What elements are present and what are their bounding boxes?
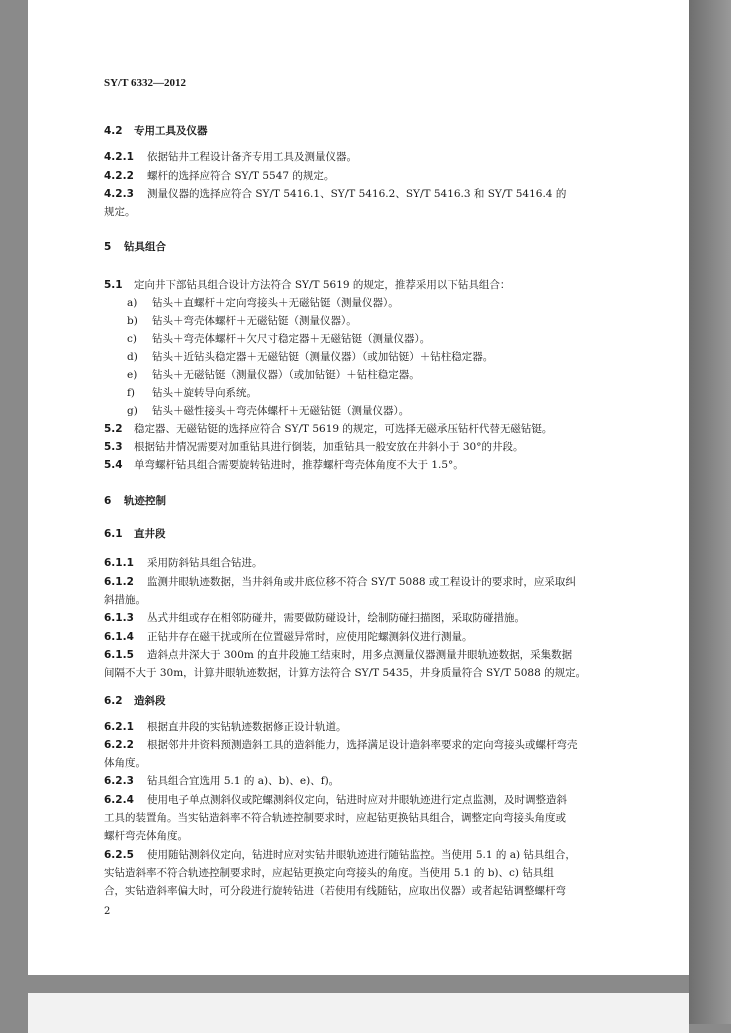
clause-text: 定向井下部钻具组合设计方法符合 SY/T 5619 的规定，推荐采用以下钻具组合： <box>134 279 511 291</box>
clause-6-2-3 <box>104 774 339 788</box>
clause-number: 6.2.1 <box>104 721 134 733</box>
heading-title: 钻具组合 <box>124 241 166 253</box>
heading-number: 6.1 <box>104 528 123 540</box>
page-number: 2 <box>104 906 111 917</box>
clause-6-2-5-cont: 合，实钻造斜率偏大时，可分段进行旋转钻进（若使用有线随钻，应取出仪器）或者起钻调整螺杆弯 <box>104 885 566 897</box>
clause-6-2-4-cont: 螺杆弯壳体角度。 <box>104 830 188 842</box>
clause-text: 依据钻井工程设计备齐专用工具及测量仪器。 <box>147 151 357 163</box>
clause-6-2-4 <box>104 793 567 807</box>
clause-text: 根据邻井井资料预测造斜工具的造斜能力，选择满足设计造斜率要求的定向弯接头或螺杆弯壳 <box>147 739 578 751</box>
heading-title: 轨迹控制 <box>124 495 166 507</box>
clause-number: 5.4 <box>104 459 123 471</box>
clause-text: 螺杆的选择应符合 SY/T 5547 的规定。 <box>147 170 335 182</box>
clause-text: 测量仪器的选择应符合 SY/T 5416.1、SY/T 5416.2、SY/T 5416.3 和 SY/T 5416.4 的 <box>147 188 567 200</box>
clause-6-1-3 <box>104 611 525 625</box>
clause-number: 6.1.4 <box>104 631 134 643</box>
clause-number: 6.1.5 <box>104 649 134 661</box>
clause-text: 造斜点井深大于 300m 的直井段施工结束时，用多点测量仪器测量井眼轨迹数据，采集数据 <box>147 649 573 661</box>
list-item <box>127 368 420 382</box>
clause-number: 6.2.2 <box>104 739 134 751</box>
document-page <box>28 0 689 975</box>
clause-text: 使用随钻测斜仪定向，钻进时应对实钻井眼轨迹进行随钻监控。当使用 5.1 的 a) 钻具组合， <box>147 849 576 861</box>
clause-text: 根据钻井情况需要对加重钻具进行倒装，加重钻具一般安放在井斜小于 30°的井段。 <box>134 441 524 453</box>
list-item <box>127 386 257 400</box>
clause-number: 6.1.3 <box>104 612 134 624</box>
list-label: c) <box>127 333 137 345</box>
clause-6-2-4-cont: 工具的装置角。当实钻造斜率不符合轨迹控制要求时，应起钻更换钻具组合，调整定向弯接头角度或 <box>104 812 566 824</box>
clause-text: 正钻井存在磁干扰或所在位置磁异常时，应使用陀螺测斜仪进行测量。 <box>147 631 473 643</box>
clause-text: 采用防斜钻具组合钻进。 <box>147 557 263 569</box>
list-item <box>127 404 409 418</box>
clause-number: 5.1 <box>104 279 123 291</box>
clause-text: 监测井眼轨迹数据，当井斜角或井底位移不符合 SY/T 5088 或工程设计的要求时，应采取纠 <box>147 576 576 588</box>
clause-6-1-2 <box>104 575 576 589</box>
clause-6-2-2 <box>104 738 578 752</box>
clause-6-2-5-cont: 实钻造斜率不符合轨迹控制要求时，应起钻更换定向弯接头的角度。当使用 5.1 的 b)、c) 钻具组 <box>104 867 554 879</box>
clause-text: 单弯螺杆钻具组合需要旋转钻进时，推荐螺杆弯壳体角度不大于 1.5°。 <box>134 459 464 471</box>
clause-number: 5.3 <box>104 441 123 453</box>
list-label: e) <box>127 369 138 381</box>
clause-number: 4.2.2 <box>104 170 134 182</box>
heading-title: 造斜段 <box>134 695 166 707</box>
clause-number: 5.2 <box>104 423 123 435</box>
list-text: 钻头＋磁性接头＋弯壳体螺杆＋无磁钻铤（测量仪器）。 <box>152 405 410 417</box>
clause-6-1-2-cont: 斜措施。 <box>104 594 146 606</box>
clause-6-1-4 <box>104 630 473 644</box>
list-item <box>127 296 399 310</box>
list-item <box>127 350 493 364</box>
clause-6-1-5-cont: 间隔不大于 30m，计算井眼轨迹数据，计算方法符合 SY/T 5435，井身质量符合 SY/T 5088 的规定。 <box>104 667 587 679</box>
clause-number: 6.2.4 <box>104 794 134 806</box>
list-label: f) <box>127 387 135 399</box>
clause-5-1 <box>104 278 510 292</box>
clause-4-2-3 <box>104 187 566 201</box>
list-label: a) <box>127 297 138 309</box>
clause-number: 6.1.2 <box>104 576 134 588</box>
clause-number: 6.1.1 <box>104 557 134 569</box>
clause-6-2-5 <box>104 848 576 862</box>
viewer-background <box>689 0 731 1024</box>
list-item <box>127 314 357 328</box>
list-text: 钻头＋直螺杆＋定向弯接头＋无磁钻铤（测量仪器）。 <box>152 297 399 309</box>
heading-4-2 <box>104 124 208 138</box>
document-header: SY/T 6332—2012 <box>104 77 187 89</box>
clause-6-1-5 <box>104 648 572 662</box>
list-text: 钻头＋无磁钻铤（测量仪器）（或加钻铤）＋钻柱稳定器。 <box>152 369 420 381</box>
clause-text: 稳定器、无磁钻铤的选择应符合 SY/T 5619 的规定，可选择无磁承压钻杆代替无磁钻铤。 <box>134 423 553 435</box>
clause-text: 使用电子单点测斜仪或陀螺测斜仪定向，钻进时应对井眼轨迹进行定点监测，及时调整造斜 <box>147 794 567 806</box>
clause-6-2-2-cont: 体角度。 <box>104 757 146 769</box>
heading-6-2 <box>104 694 166 708</box>
clause-text: 丛式井组或存在相邻防碰井，需要做防碰设计，绘制防碰扫描图，采取防碰措施。 <box>147 612 525 624</box>
list-item <box>127 332 430 346</box>
clause-4-2-2 <box>104 169 334 183</box>
clause-6-1-1 <box>104 556 263 570</box>
clause-text: 根据直井段的实钻轨迹数据修正设计轨道。 <box>147 721 347 733</box>
list-label: b) <box>127 315 138 327</box>
clause-4-2-3-cont: 规定。 <box>104 206 136 218</box>
next-page-edge <box>28 993 689 1033</box>
heading-number: 6.2 <box>104 695 123 707</box>
heading-6 <box>104 494 166 508</box>
list-text: 钻头＋弯壳体螺杆＋欠尺寸稳定器＋无磁钻铤（测量仪器）。 <box>152 333 431 345</box>
clause-6-2-1 <box>104 720 347 734</box>
clause-5-3 <box>104 440 523 454</box>
heading-title: 直井段 <box>134 528 166 540</box>
list-text: 钻头＋弯壳体螺杆＋无磁钻铤（测量仪器）。 <box>152 315 357 327</box>
clause-number: 4.2.3 <box>104 188 134 200</box>
clause-number: 4.2.1 <box>104 151 134 163</box>
heading-5 <box>104 240 166 254</box>
heading-number: 6 <box>104 495 112 507</box>
heading-number: 5 <box>104 241 112 253</box>
clause-number: 6.2.5 <box>104 849 134 861</box>
heading-title: 专用工具及仪器 <box>134 125 208 137</box>
clause-number: 6.2.3 <box>104 775 134 787</box>
clause-5-4 <box>104 458 464 472</box>
list-text: 钻头＋近钻头稳定器＋无磁钻铤（测量仪器）（或加钻铤）＋钻柱稳定器。 <box>152 351 494 363</box>
list-text: 钻头＋旋转导向系统。 <box>152 387 257 399</box>
heading-6-1 <box>104 527 166 541</box>
list-label: g) <box>127 405 138 417</box>
list-label: d) <box>127 351 138 363</box>
heading-number: 4.2 <box>104 125 123 137</box>
clause-4-2-1 <box>104 150 357 164</box>
clause-text: 钻具组合宜选用 5.1 的 a)、b)、e)、f)。 <box>147 775 340 787</box>
clause-5-2 <box>104 422 552 436</box>
